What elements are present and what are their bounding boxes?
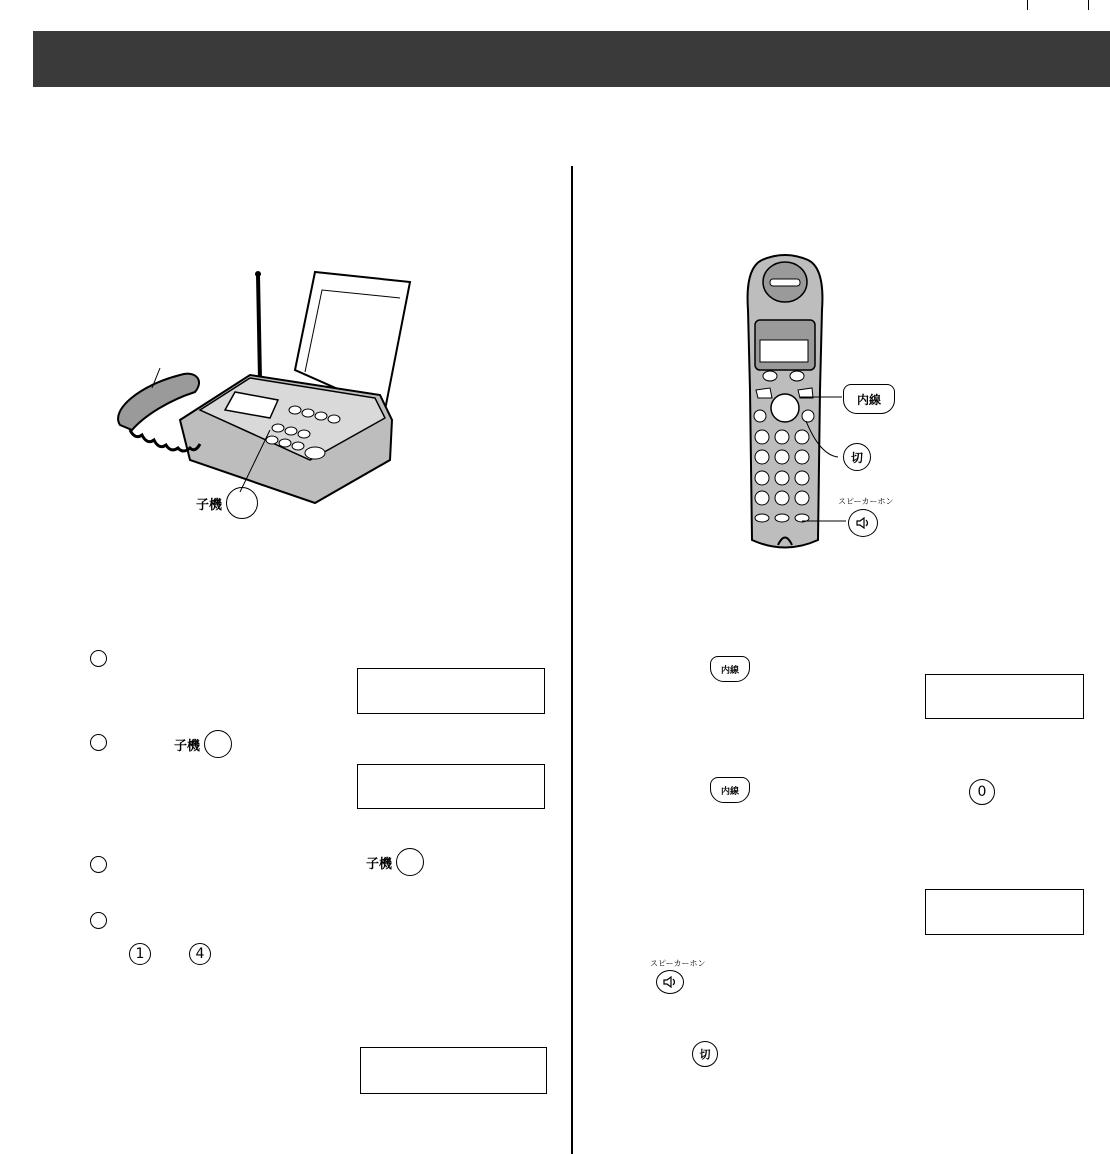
lcd-display-box — [925, 674, 1084, 719]
speakerphone-label: スピーカーホン — [650, 959, 706, 968]
speakerphone-key-icon — [848, 509, 878, 537]
base-handset-key — [174, 730, 232, 758]
lcd-display-box — [357, 764, 545, 809]
step-marker — [90, 856, 107, 873]
intercom-key-icon: 内線 — [710, 656, 750, 682]
step-marker — [90, 734, 107, 751]
base-handset-key-callout — [196, 487, 258, 519]
digit-zero-key-icon: 0 — [969, 779, 995, 805]
column-divider — [571, 166, 573, 1154]
lcd-display-box — [357, 668, 545, 714]
lcd-display-box — [360, 1047, 547, 1094]
handset-key-label: 子機 — [174, 738, 201, 754]
fax-machine-illustration — [100, 260, 420, 520]
handset-key-label: 子機 — [366, 856, 393, 872]
off-key-icon: 切 — [843, 443, 871, 471]
step-marker — [90, 912, 107, 929]
lcd-display-box — [925, 889, 1084, 935]
digit-four-key-icon: 4 — [189, 943, 211, 965]
handset-key-icon — [204, 730, 232, 758]
base-handset-key — [366, 848, 424, 876]
speakerphone-label: スピーカーホン — [838, 497, 894, 506]
intercom-key-icon: 内線 — [843, 384, 895, 414]
corner-tick — [1027, 0, 1028, 10]
corner-tick — [1088, 0, 1089, 10]
intercom-key-icon: 内線 — [710, 777, 750, 803]
digit-one-key-icon: 1 — [129, 943, 151, 965]
off-key-icon: 切 — [692, 1041, 718, 1067]
step-marker — [90, 650, 107, 667]
top-rule — [0, 0, 1110, 2]
handset-key-icon — [396, 848, 424, 876]
speakerphone-key-icon — [656, 970, 684, 994]
header-bar — [33, 31, 1110, 87]
handset-key-label: 子機 — [196, 497, 223, 513]
handset-key-icon — [226, 487, 258, 519]
